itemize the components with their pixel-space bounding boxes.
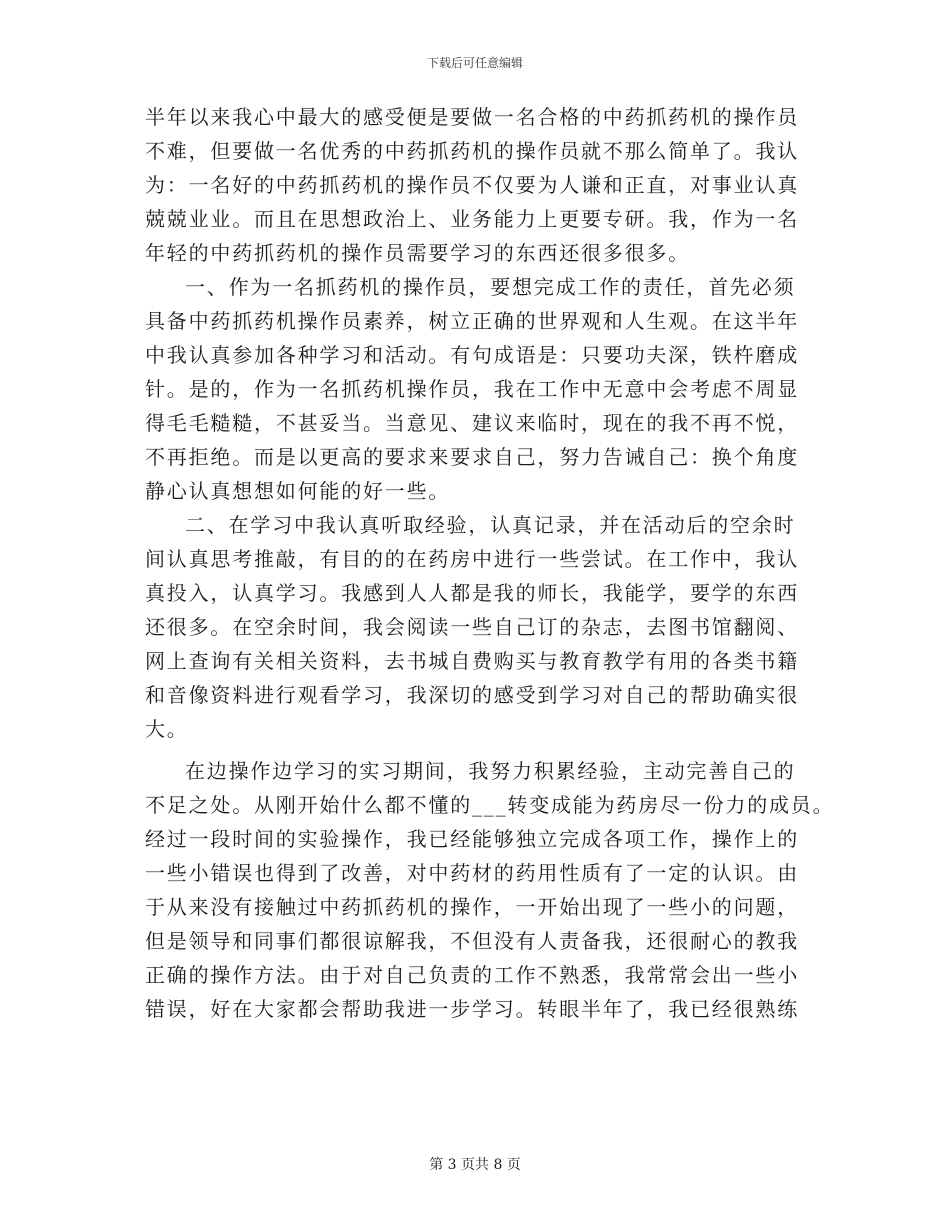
- text-line: 在边操作边学习的实习期间，我努力积累经验，主动完善自己的: [185, 759, 796, 783]
- text-line: 但是领导和同事们都很谅解我，不但没有人责备我，还很耐心的教我: [145, 929, 799, 953]
- text-line: 和音像资料进行观看学习，我深切的感受到学习对自己的帮助确实很: [145, 683, 799, 707]
- text-line: 不难，但要做一名优秀的中药抓药机的操作员就不那么简单了。我认: [145, 139, 799, 163]
- text-line: 还很多。在空余时间，我会阅读一些自己订的杂志，去图书馆翻阅、: [145, 615, 799, 639]
- text-line: 静心认真想想如何能的好一些。: [145, 479, 451, 503]
- text-line: 中我认真参加各种学习和活动。有句成语是：只要功夫深，铁杵磨成: [145, 343, 799, 367]
- text-line: 间认真思考推敲，有目的的在药房中进行一些尝试。在工作中，我认: [145, 547, 799, 571]
- text-line: 经过一段时间的实验操作，我已经能够独立完成各项工作，操作上的: [145, 827, 799, 851]
- text-line: 一些小错误也得到了改善，对中药材的药用性质有了一定的认识。由: [145, 861, 799, 885]
- text-line: 正确的操作方法。由于对自己负责的工作不熟悉，我常常会出一些小: [145, 963, 799, 987]
- text-line: 不足之处。从刚开始什么都不懂的___转变成能为药房尽一份力的成员。: [145, 793, 835, 817]
- text-line: 半年以来我心中最大的感受便是要做一名合格的中药抓药机的操作员: [145, 105, 799, 129]
- page-header-note: 下载后可任意编辑: [426, 56, 523, 70]
- text-line: 得毛毛糙糙，不甚妥当。当意见、建议来临时，现在的我不再不悦，: [145, 411, 799, 435]
- text-line: 针。是的，作为一名抓药机操作员，我在工作中无意中会考虑不周显: [145, 377, 799, 401]
- text-line: 一、作为一名抓药机的操作员，要想完成工作的责任，首先必须: [185, 275, 796, 299]
- text-line: 于从来没有接触过中药抓药机的操作，一开始出现了一些小的问题，: [145, 895, 799, 919]
- page-number: 第 3 页共 8 页: [429, 1157, 521, 1173]
- text-line: 真投入，认真学习。我感到人人都是我的师长，我能学，要学的东西: [145, 581, 799, 605]
- text-line: 兢兢业业。而且在思想政治上、业务能力上更要专研。我，作为一名: [145, 207, 799, 231]
- paragraph-gap: [145, 746, 835, 754]
- text-line: 二、在学习中我认真听取经验，认真记录，并在活动后的空余时: [185, 513, 796, 537]
- text-line: 年轻的中药抓药机的操作员需要学习的东西还很多很多。: [145, 241, 690, 265]
- text-line: 错误，好在大家都会帮助我进一步学习。转眼半年了，我已经很熟练: [145, 997, 799, 1021]
- text-line: 网上查询有关相关资料，去书城自费购买与教育教学有用的各类书籍: [145, 649, 799, 673]
- text-line: 具备中药抓药机操作员素养，树立正确的世界观和人生观。在这半年: [145, 309, 799, 333]
- document-body: [145, 100, 835, 1026]
- text-line: 大。: [145, 717, 189, 741]
- text-line: 不再拒绝。而是以更高的要求来要求自己，努力告诫自己：换个角度: [145, 445, 799, 469]
- text-line: 为：一名好的中药抓药机的操作员不仅要为人谦和正直，对事业认真: [145, 173, 799, 197]
